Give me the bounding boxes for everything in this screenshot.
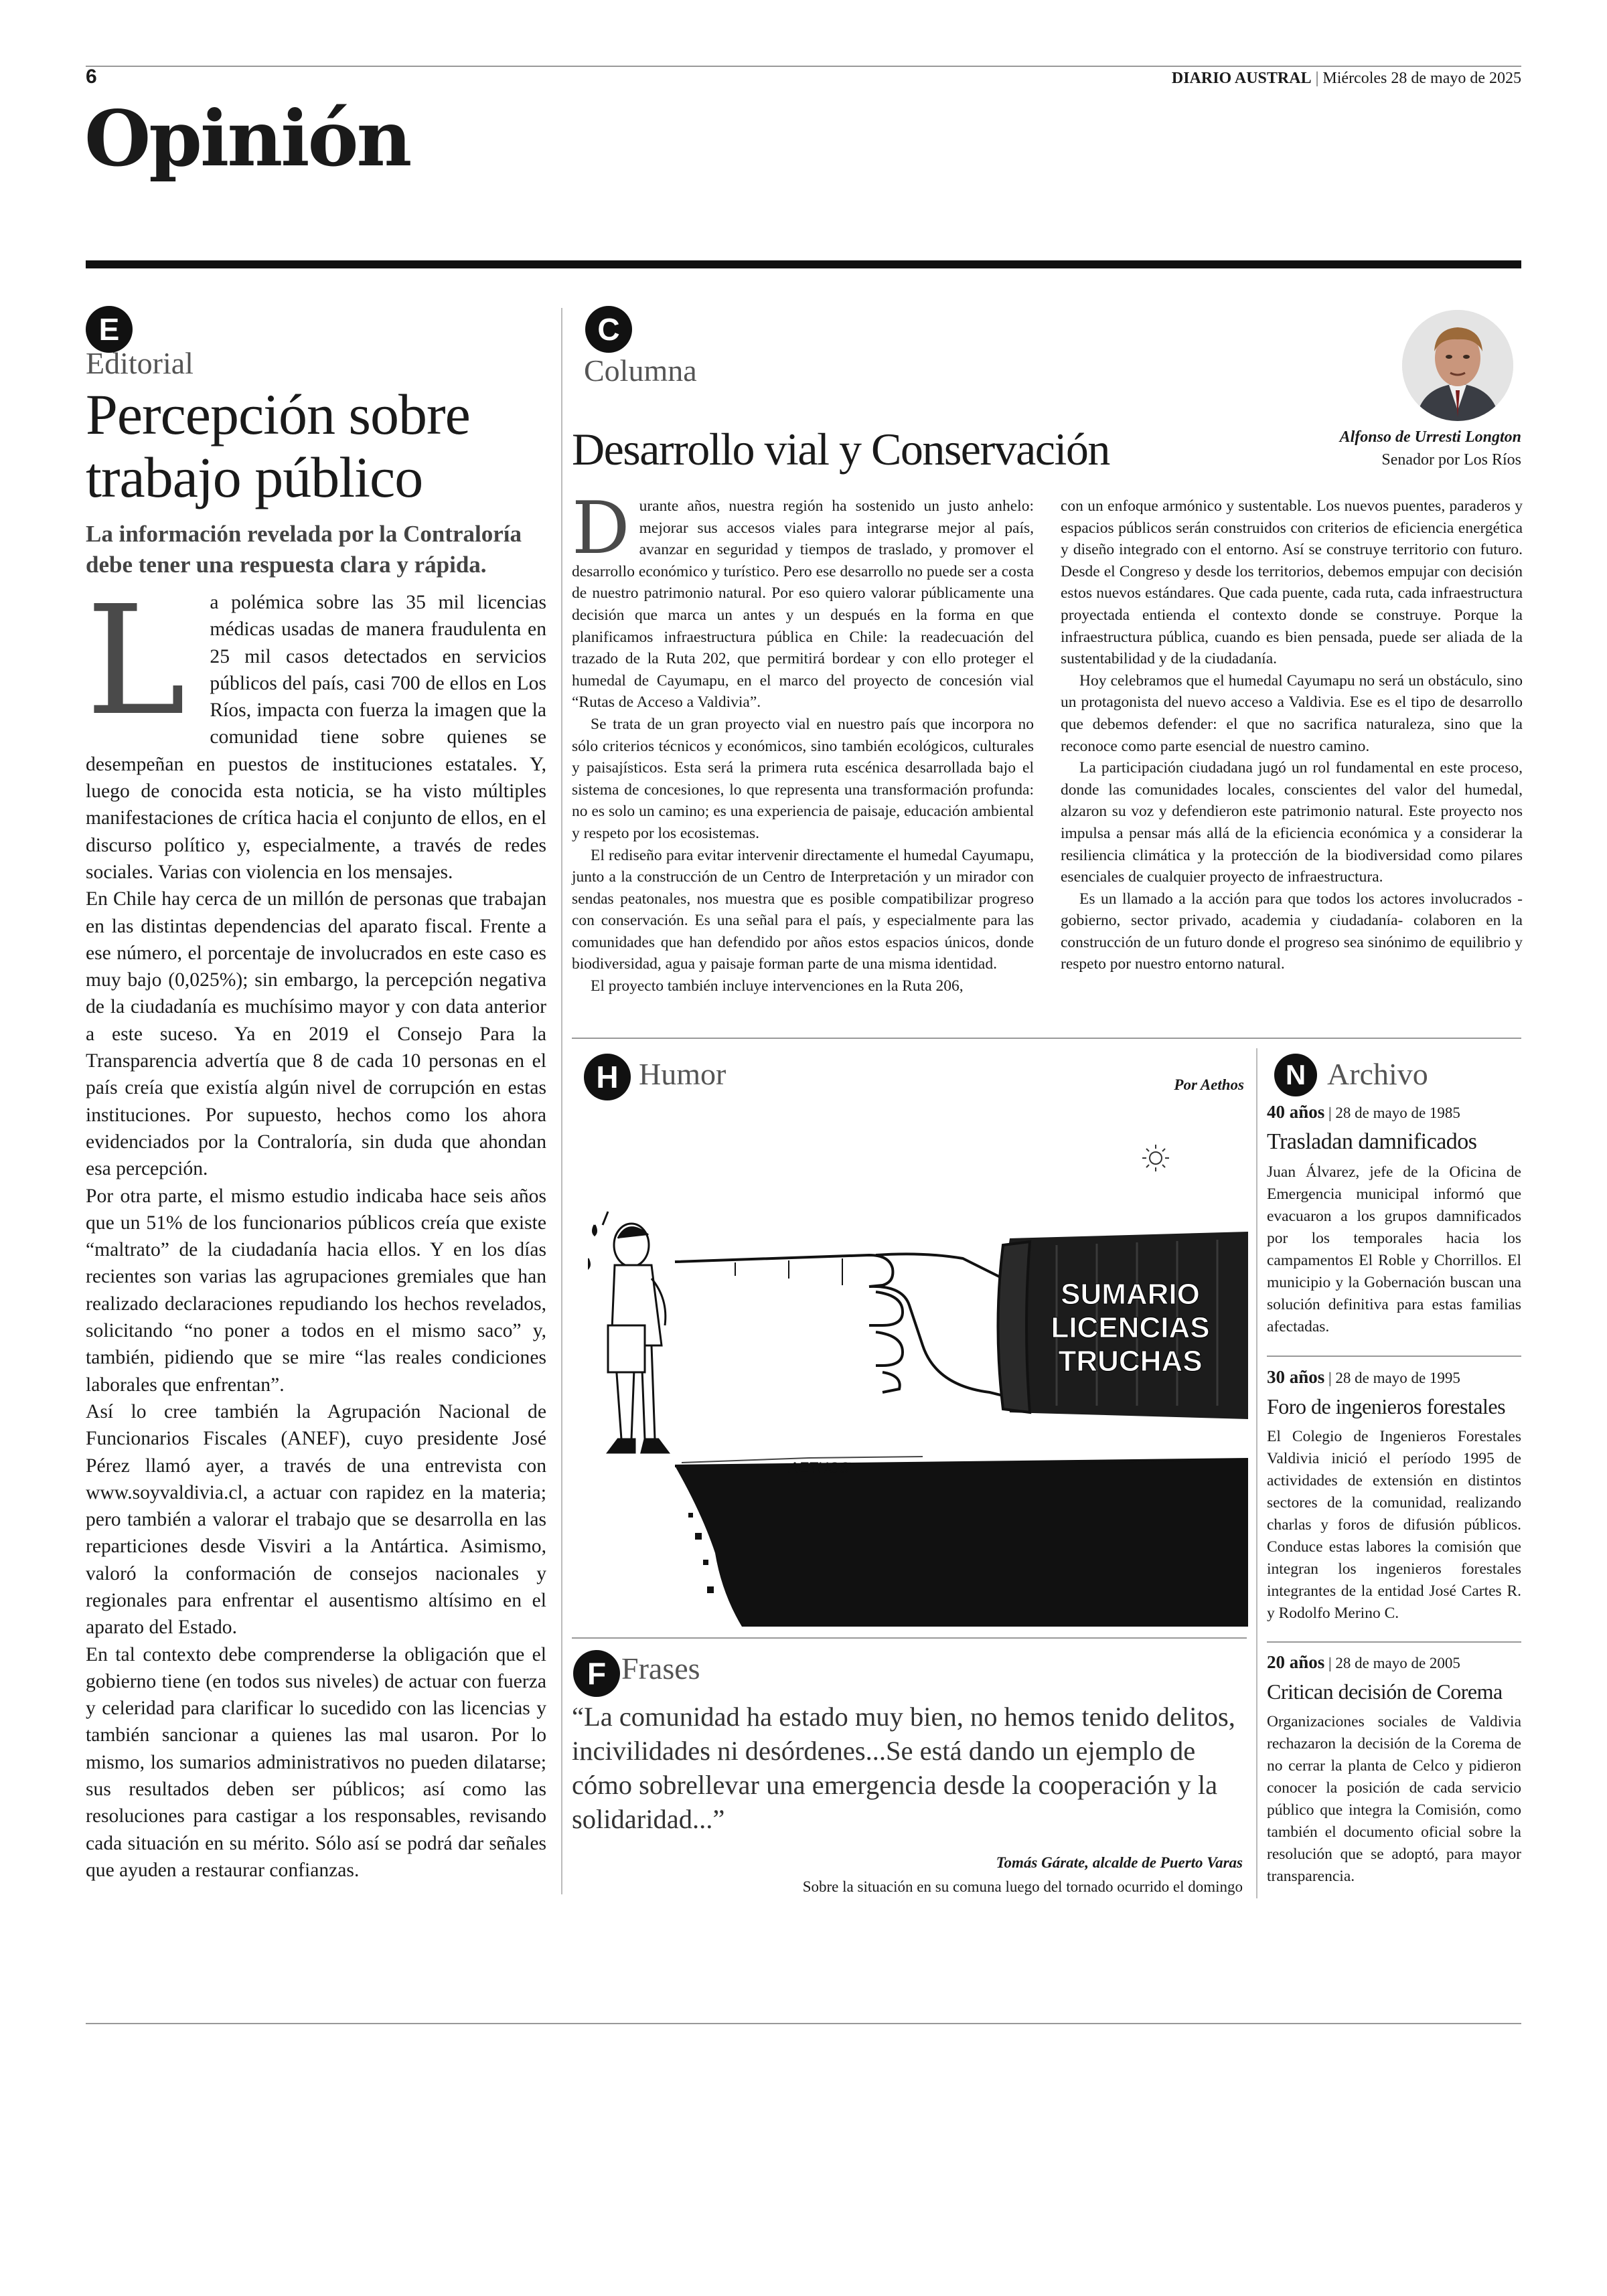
page-bottom-rule xyxy=(86,2023,1521,2024)
archivo-item-date xyxy=(1267,1102,1521,1123)
humor-cartoon xyxy=(588,1125,1248,1627)
frases-quote: “La comunidad ha estado muy bien, no hemos tenido delitos, incivilidades ni desórdenes...Se está dando un ejemplo de cómo sobrellevar una emergencia desde la cooperación y la solidaridad...” xyxy=(572,1702,1235,1834)
column-paragraph: El proyecto también incluye intervenciones en la Ruta 206, xyxy=(591,977,964,995)
archivo-item xyxy=(1267,1367,1521,1625)
author-portrait-icon xyxy=(1402,310,1513,421)
column-badge: C xyxy=(585,306,632,353)
cartoon-label-line2: LICENCIAS xyxy=(1051,1311,1210,1344)
archivo-item-date xyxy=(1267,1652,1521,1673)
archivo-text: Organizaciones sociales de Valdivia rechazaron la decisión de la Corema de no cerrar la planta de Celco y pidieron conocer la posición de cada servicio público que integra la Comisión, como también el documento oficial sobre la resolución que se adoptó, para mayor transparencia. xyxy=(1267,1713,1521,1885)
author-photo xyxy=(1402,310,1513,421)
top-rule xyxy=(86,66,1521,67)
editorial-label: Editorial xyxy=(86,346,194,380)
editorial-paragraph: Por otra parte, el mismo estudio indicaba hace seis años que un 51% de los funcionarios públicos creía que existe “maltrato” de la ciudadanía hacia ellos. Y en los días recientes son varias las agrupaciones gremiales que han realizado declaraciones repudiando los hechos revelados, solicitando “no poner a todos en el mismo saco” y, también, pidiendo que se mire “las reales condiciones laborales que enfrentan”. xyxy=(86,1185,546,1396)
column-paragraph: Es un llamado a la acción para que todos los actores involucrados -gobierno, sector privado, academia y ciudadanía- colaboren en la construcción de un futuro donde el progreso sea sinónimo de equilibrio y respeto por nuestro entorno natural. xyxy=(1061,890,1523,973)
column-bottom-rule xyxy=(572,1038,1521,1039)
page-number: 6 xyxy=(86,66,97,88)
editorial-title-line1: Percepción sobre xyxy=(86,382,470,446)
archivo-item xyxy=(1267,1102,1521,1338)
archivo-date-divider: | xyxy=(1324,1655,1336,1671)
column-paragraph: Se trata de un gran proyecto vial en nuestro país que incorpora no sólo criterios técnicos y económicos, sino también ecológicos, culturales y paisajísticos. Esta será la primera ruta escénica desarrollada bajo el sistema de concesiones, lo que representa una transformación profunda: no es solo un camino; es una experiencia de paisaje, educación ambiental y respeto por los ecosistemas. xyxy=(572,715,1034,842)
archivo-years: 30 años xyxy=(1267,1367,1325,1387)
frases-attribution: Tomás Gárate, alcalde de Puerto Varas xyxy=(996,1854,1243,1871)
frases-badge: F xyxy=(573,1650,620,1697)
archivo-item xyxy=(1267,1652,1521,1888)
section-title: Opinión xyxy=(84,94,410,183)
masthead-divider: | xyxy=(1315,70,1323,87)
archivo-badge: N xyxy=(1274,1054,1317,1096)
editorial-deck xyxy=(86,519,554,580)
editorial-paragraph: Así lo cree también la Agrupación Nacional de Funcionarios Fiscales (ANEF), cuyo presidente José Pérez llamó ayer, a través de una entrevista con www.soyvaldivia.cl, a actuar con rapidez en la materia; pero también a valorar el trabajo que se desarrolla en las reparticiones desde Visviri a la Antártica. Asimismo, valoró la conformación de consejos nacionales y regionales para enfrentar el ausentismo altísimo en el aparato del Estado. xyxy=(86,1400,546,1639)
archivo-text: Juan Álvarez, jefe de la Oficina de Emergencia municipal informó que evacuaron a los grupos damnificados por los temporales hacia los campamentos El Roble y Chorrillos. El municipio y la Gobernación buscan una solución definitiva para estas familias afectadas. xyxy=(1267,1163,1521,1335)
cartoon-label-line1: SUMARIO xyxy=(1061,1278,1200,1311)
newspaper-name: DIARIO AUSTRAL xyxy=(1171,70,1312,87)
pointing-hand xyxy=(675,1254,1016,1399)
humor-credit: Por Aethos xyxy=(1174,1076,1244,1093)
humor-bottom-rule xyxy=(572,1637,1247,1639)
editorial-body xyxy=(86,574,546,1884)
archivo-date-divider: | xyxy=(1324,1370,1336,1386)
archivo-years: 40 años xyxy=(1267,1102,1325,1122)
masthead-info xyxy=(1172,70,1521,88)
column-paragraph: urante años, nuestra región ha sostenido un justo anhelo: mejorar sus accesos viales para integrarse mejor al país, avanzar en seguridad y tiempos de traslado, y promover el desarrollo económico y turístico. Pero ese desarrollo no puede ser a costa de nuestro patrimonio natural. Por eso quiero valorar públicamente una decisión que marca un antes y un después en la forma en que planificamos infraestructura pública en Chile: la readecuación del trazado de la Ruta 202, que permitirá bordear y con ello proteger el humedal de Cayumapu, en el marco del proyecto de concesión vial “Rutas de Acceso a Valdivia”. xyxy=(572,497,1034,712)
column-title: Desarrollo vial y Conservación xyxy=(572,424,1109,475)
editorial-paragraph: En Chile hay cerca de un millón de personas que trabajan en las distintas dependencias del aparato fiscal. Frente a ese número, el porcentaje de involucrados en este caso es muy bajo (0,025%); sin embargo, la percepción negativa de la ciudadanía es muchísimo mayor y con data anterior a este suceso. Ya en 2019 el Consejo Para la Transparencia advertía que 8 de cada 10 personas en el país creía que existía algún nivel de corrupción en estas instituciones. Por supuesto, hechos como los ahora evidenciados por la Contraloría, sin duda que ahondan esa percepción. xyxy=(86,888,546,1180)
column-paragraph: Hoy celebramos que el humedal Cayumapu no será un obstáculo, sino un protagonista del nuevo acceso a Valdivia. Ese es el tipo de desarrollo que debemos defender: el que no sacrifica naturaleza, sino que la reconoce como parte esencial de nuestro camino. xyxy=(1061,671,1523,755)
archivo-date-divider: | xyxy=(1324,1104,1336,1121)
archivo-label: Archivo xyxy=(1327,1057,1428,1091)
archivo-item-date xyxy=(1267,1367,1521,1388)
archivo-headline: Trasladan damnificados xyxy=(1267,1129,1477,1154)
archivo-years: 20 años xyxy=(1267,1652,1325,1672)
archivo-rule xyxy=(1267,1641,1521,1643)
editorial-title-line2: trabajo público xyxy=(86,445,423,509)
column-body-left xyxy=(572,487,1034,997)
archivo-headline: Critican decisión de Corema xyxy=(1267,1679,1503,1704)
column-paragraph: La participación ciudadana jugó un rol fundamental en este proceso, donde las comunidades locales, conscientes del valor del humedal, alzaron su voz y defendieron este patrimonio natural. Este proyecto nos impulsa a pensar más allá de la eficiencia económica y a considerar la resiliencia climática y la protección de la biodiversidad como pilares esenciales de cualquier proyecto de infraestructura. xyxy=(1061,759,1523,886)
issue-date: Miércoles 28 de mayo de 2025 xyxy=(1322,70,1521,87)
archivo-date: 28 de mayo de 1985 xyxy=(1335,1104,1460,1121)
archivo-rule xyxy=(1267,1356,1521,1357)
cartoon-illustration xyxy=(588,1125,1248,1627)
cartoon-label-line3: TRUCHAS xyxy=(1058,1345,1203,1378)
editorial-deck-line1: La información revelada por la Contraloría xyxy=(86,521,522,547)
column-label: Columna xyxy=(584,353,697,388)
frases-label: Frases xyxy=(621,1651,700,1686)
editorial-drop-cap: L xyxy=(86,574,186,749)
editorial-title xyxy=(86,383,581,509)
archivo-divider xyxy=(1256,1048,1257,1898)
author-name: Alfonso de Urresti Longton xyxy=(1339,428,1521,446)
humor-badge: H xyxy=(584,1054,631,1100)
column-paragraph: con un enfoque armónico y sustentable. Los nuevos puentes, paraderos y espacios públicos serán construidos con criterios de eficiencia energética y diseño integrado con el entorno. Así se construye territorio con futuro. Desde el Congreso y desde los territorios, debemos empujar con decisión estos nuevos estándares. Que cada puente, cada ruta, cada infraestructura proyectada entienda el contexto donde se construye. Porque la infraestructura pública, cuando es bien pensada, puede ser aliada de la sustentabilidad y de la ciudadanía. xyxy=(1061,497,1523,668)
worker-figure xyxy=(588,1212,668,1453)
editorial-paragraph: a polémica sobre las 35 mil licencias médicas usadas de manera fraudulenta en 25 mil casos detectados en servicios públicos del país, casi 700 de ellos en Los Ríos, impacta con fuerza la imagen que la comunidad tiene sobre quienes se desempeñan en puestos de instituciones estatales. Y, luego de conocida esta noticia, se ha visto múltiples manifestaciones de crítica hacia el conjunto de ellos, en el discurso político y, especialmente, a través de redes sociales. Varias con violencia en los mensajes. xyxy=(86,592,546,883)
column-divider xyxy=(561,308,562,1894)
column-body-right xyxy=(1061,495,1523,975)
archivo-date: 28 de mayo de 1995 xyxy=(1335,1370,1460,1386)
archivo-headline: Foro de ingenieros forestales xyxy=(1267,1394,1506,1418)
column-paragraph: El rediseño para evitar intervenir directamente el humedal Cayumapu, junto a la construcción de un Centro de Interpretación y un mirador con sendas peatonales, nos muestra que es posible compatibilizar progreso con conservación. Es una señal para el país, y especialmente para las comunidades que han defendido por años estos espacios únicos, donde biodiversidad, agua y paisaje forman parte de una misma identidad. xyxy=(572,846,1034,973)
sun-icon xyxy=(1142,1145,1169,1171)
column-drop-cap: D xyxy=(572,487,630,570)
editorial-paragraph: En tal contexto debe comprenderse la obligación que el gobierno tiene (en todos sus niveles) de actuar con fuerza y celeridad para clarificar lo sucedido con las licencias y también sancionar a quienes las mal usaron. Por lo mismo, los sumarios administrativos no pueden dilatarse; sus resultados deben ser públicos; así como las resoluciones para castigar a los responsables, revisando cada situación en su mérito. Sólo así se podrá dar señales que ayuden a restaurar confianzas. xyxy=(86,1643,546,1881)
archivo-text: El Colegio de Ingenieros Forestales Valdivia inició el período 1995 de actividades de extensión en distintos sectores de la comunidad, realizando charlas y foros de difusión públicos. Conduce estas labores la comisión que integran los ingenieros forestales integrantes de la entidad José Cartes R. y Rodolfo Merino C. xyxy=(1267,1428,1521,1622)
section-rule xyxy=(86,260,1521,268)
cartoon-signature: AETHOS xyxy=(789,1459,850,1476)
humor-label: Humor xyxy=(639,1057,726,1091)
frases-context: Sobre la situación en su comuna luego del tornado ocurrido el domingo xyxy=(802,1878,1243,1895)
editorial-badge: E xyxy=(86,306,133,353)
archivo-date: 28 de mayo de 2005 xyxy=(1335,1655,1460,1671)
sleeve xyxy=(998,1232,1249,1419)
author-role: Senador por Los Ríos xyxy=(1381,451,1521,469)
editorial-deck-line2: debe tener una respuesta clara y rápida. xyxy=(86,552,487,578)
